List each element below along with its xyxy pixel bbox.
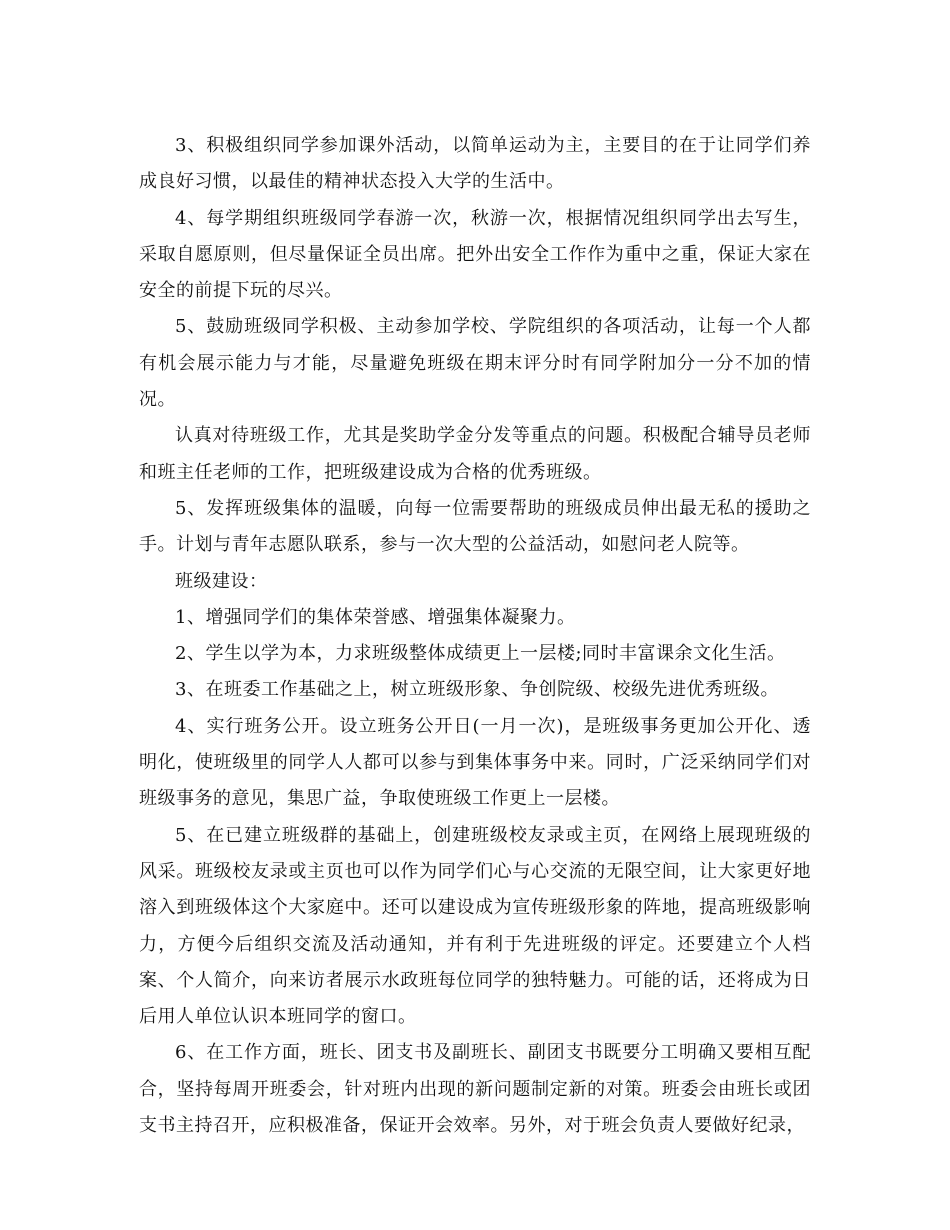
paragraph-class-work: 认真对待班级工作，尤其是奖助学金分发等重点的问题。积极配合辅导员老师和班主任老师的工作，把班级建设成为合格的优秀班级。 bbox=[139, 425, 811, 483]
paragraph-volunteer-5: 5、发挥班级集体的温暖，向每一位需要帮助的班级成员伸出最无私的援助之手。计划与青年志愿队联系，参与一次大型的公益活动，如慰问老人院等。 bbox=[139, 497, 811, 556]
paragraph-building-3: 3、在班委工作基础之上，树立班级形象、争创院级、校级先进优秀班级。 bbox=[175, 679, 779, 701]
paragraph-building-4: 4、实行班务公开。设立班务公开日(一月一次)，是班级事务更加公开化、透明化，使班级里的同学人人都可以参与到集体事务中来。同时，广泛采纳同学们对班级事务的意见，集思广益，争取使班级工作更上一层楼。 bbox=[139, 715, 811, 810]
document-body bbox=[139, 128, 811, 1144]
paragraph-trips-4: 4、每学期组织班级同学春游一次，秋游一次，根据情况组织同学出去写生，采取自愿原则，但尽量保证全员出席。把外出安全工作作为重中之重，保证大家在安全的前提下玩的尽兴。 bbox=[139, 207, 811, 302]
paragraph-participation-5: 5、鼓励班级同学积极、主动参加学校、学院组织的各项活动，让每一个人都有机会展示能力与才能，尽量避免班级在期末评分时有同学附加分一分不加的情况。 bbox=[139, 316, 811, 411]
section-heading-class-building: 班级建设： bbox=[175, 570, 268, 592]
paragraph-building-5: 5、在已建立班级群的基础上，创建班级校友录或主页，在网络上展现班级的风采。班级校友录或主页也可以作为同学们心与心交流的无限空间，让大家更好地溶入到班级体这个大家庭中。还可以建设成为宣传班级形象的阵地，提高班级影响力，方便今后组织交流及活动通知，并有利于先进班级的评定。还要建立个人档案、个人简介，向来访者展示水政班每位同学的独特魅力。可能的话，还将成为日后用人单位认识本班同学的窗口。 bbox=[139, 824, 811, 1028]
paragraph-building-6: 6、在工作方面，班长、团支书及副班长、副团支书既要分工明确又要相互配合，坚持每周开班委会，针对班内出现的新问题制定新的对策。班委会由班长或团支书主持召开，应积极准备，保证开会效率。另外，对于班会负责人要做好纪录， bbox=[139, 1042, 811, 1137]
paragraph-building-1: 1、增强同学们的集体荣誉感、增强集体凝聚力。 bbox=[175, 606, 576, 628]
paragraph-activities-3: 3、积极组织同学参加课外活动，以简单运动为主，主要目的在于让同学们养成良好习惯，以最佳的精神状态投入大学的生活中。 bbox=[139, 135, 811, 193]
paragraph-building-2: 2、学生以学为本，力求班级整体成绩更上一层楼;同时丰富课余文化生活。 bbox=[175, 643, 786, 665]
